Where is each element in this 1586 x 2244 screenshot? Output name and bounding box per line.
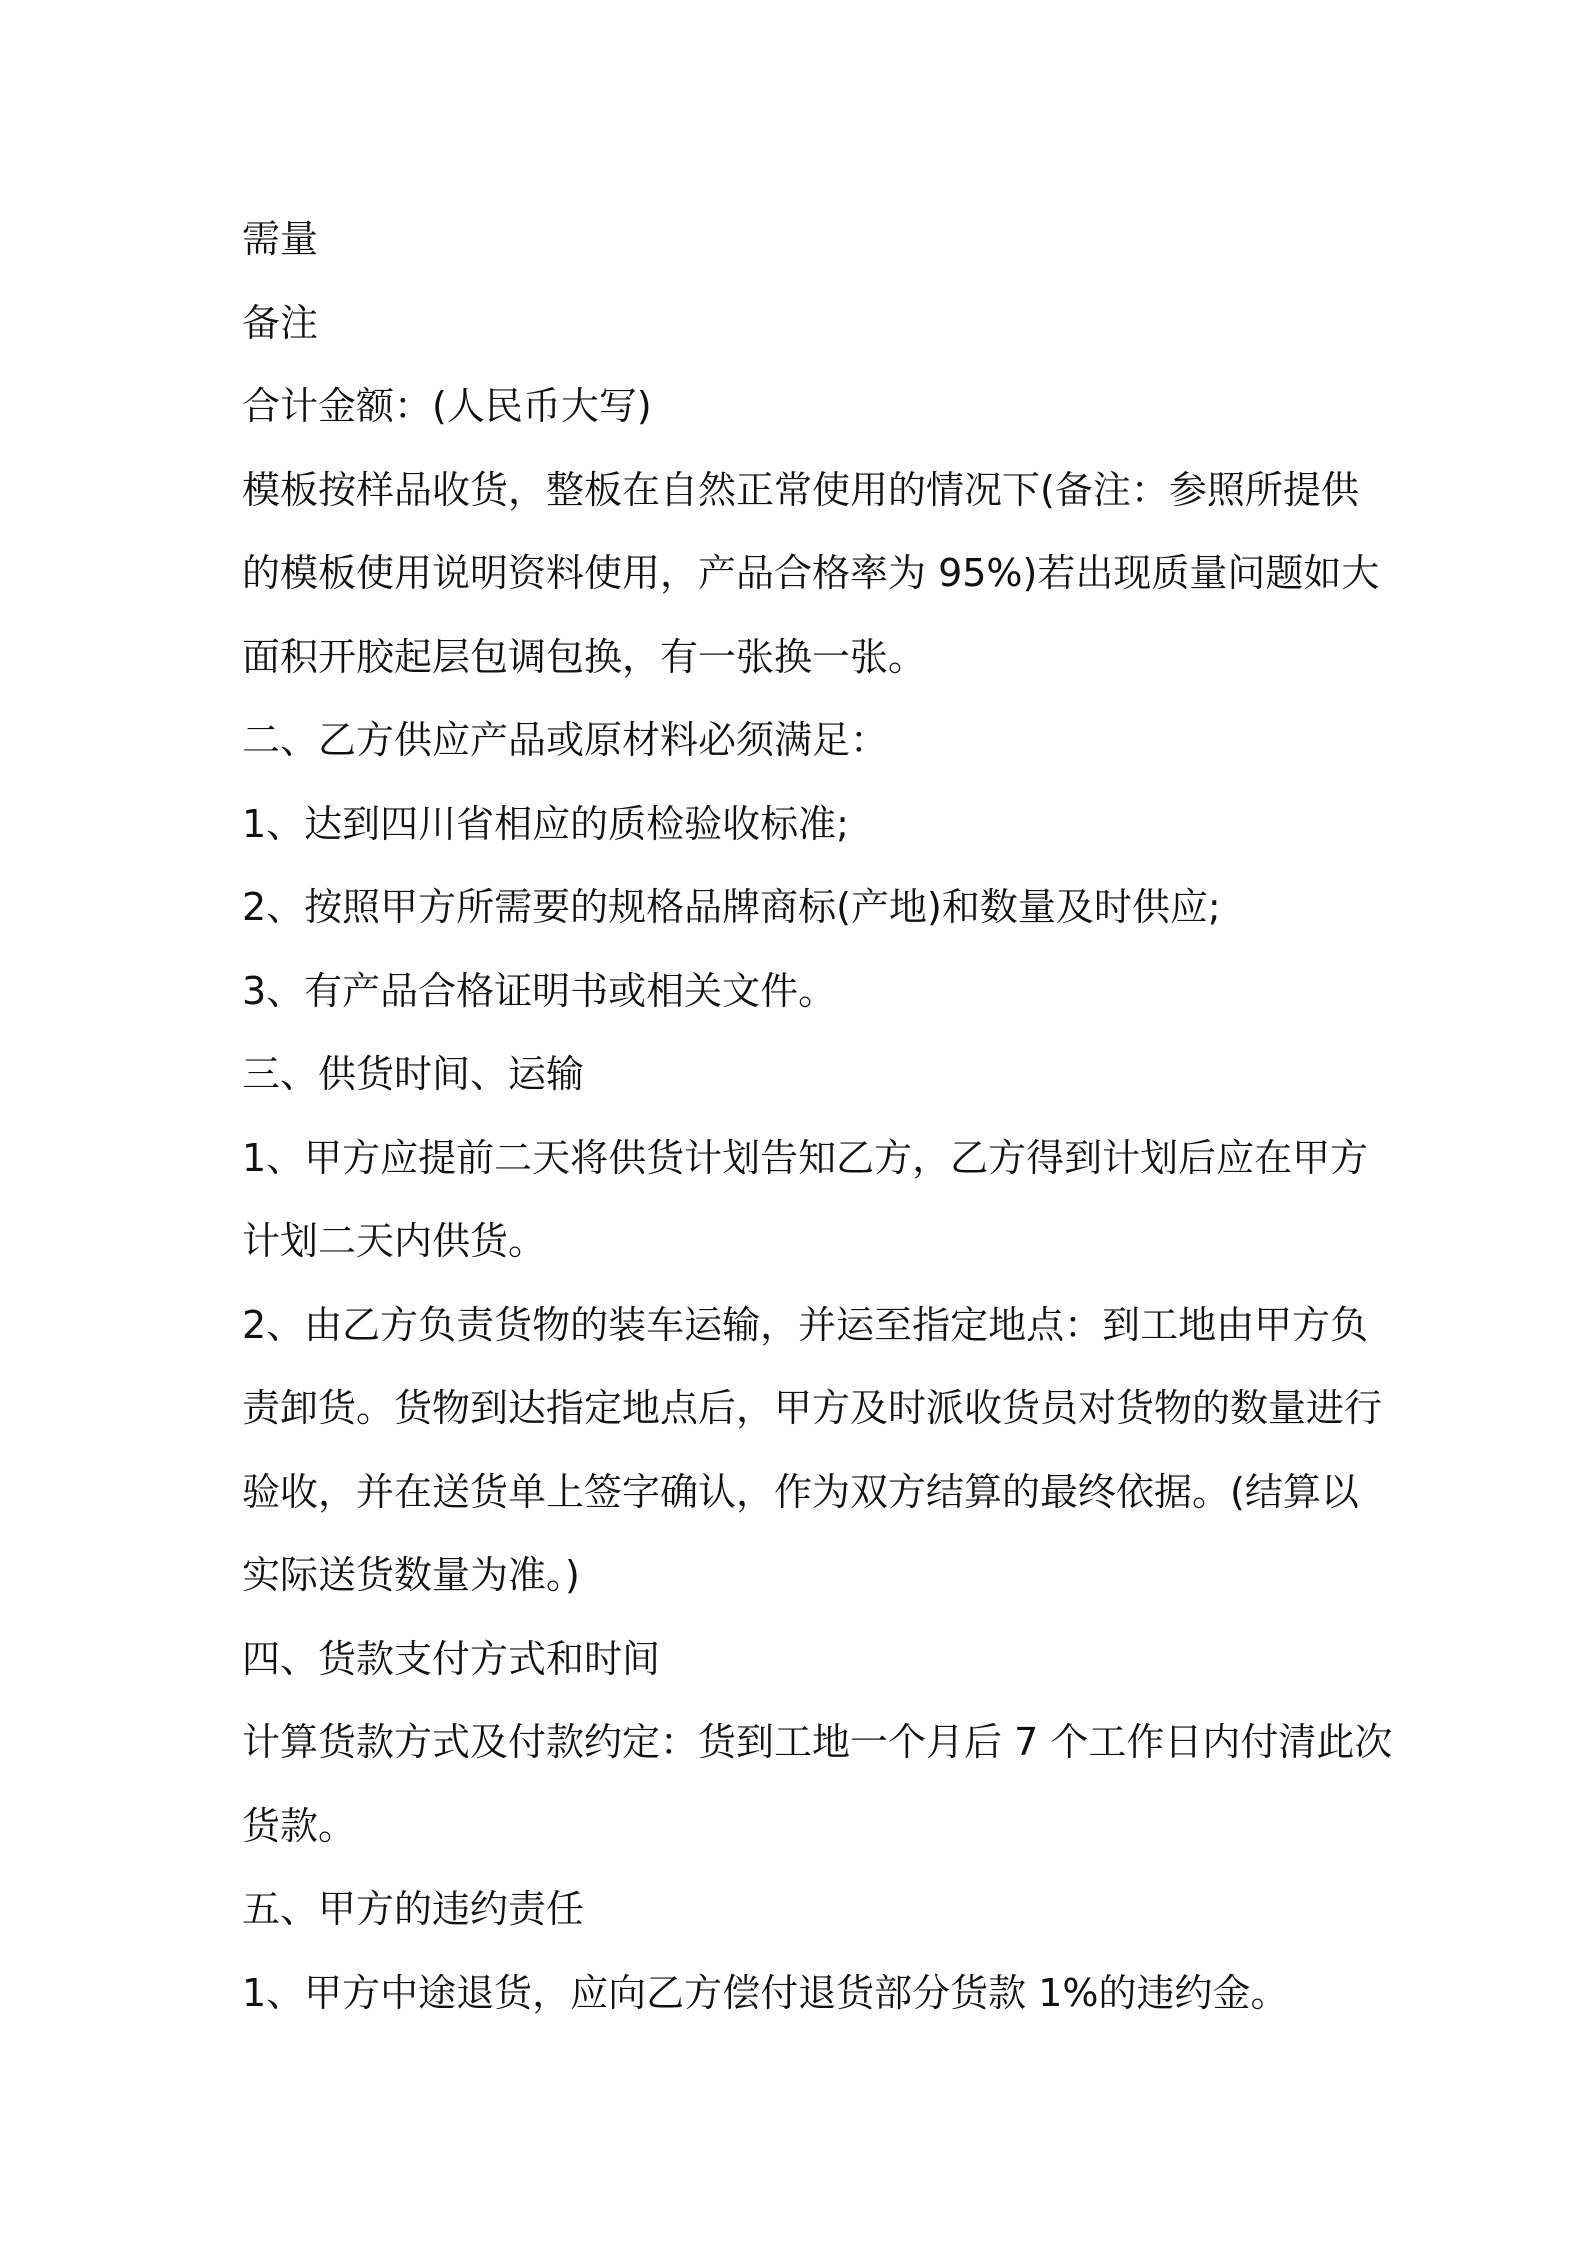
document-body — [242, 198, 1393, 2035]
section-heading: 四、货款支付方式和时间 — [242, 1636, 661, 1681]
text-line: 备注 — [242, 300, 319, 345]
text-line: 计算货款方式及付款约定：货到工地一个月后 7 个工作日内付清此次 — [242, 1720, 1393, 1764]
section-heading: 五、甲方的违约责任 — [242, 1887, 585, 1931]
list-item: 2、按照甲方所需要的规格品牌商标(产地)和数量及时供应; — [242, 885, 1221, 929]
text-line: 实际送货数量为准。) — [242, 1553, 580, 1597]
list-item: 2、由乙方负责货物的装车运输，并运至指定地点：到工地由甲方负 — [242, 1302, 1369, 1347]
text-line: 合计金额：(人民币大写) — [242, 384, 652, 428]
list-item: 1、达到四川省相应的质检验收标准; — [242, 801, 849, 846]
text-line: 责卸货。货物到达指定地点后，甲方及时派收货员对货物的数量进行 — [242, 1386, 1383, 1430]
text-line: 验收，并在送货单上签字确认，作为双方结算的最终依据。(结算以 — [242, 1469, 1359, 1514]
list-item: 1、甲方应提前二天将供货计划告知乙方，乙方得到计划后应在甲方 — [242, 1135, 1369, 1180]
text-line: 需量 — [242, 217, 319, 261]
text-line: 模板按样品收货，整板在自然正常使用的情况下(备注：参照所提供 — [242, 467, 1359, 512]
text-line: 计划二天内供货。 — [242, 1219, 547, 1263]
section-heading: 三、供货时间、运输 — [242, 1052, 585, 1096]
list-item: 3、有产品合格证明书或相关文件。 — [242, 968, 837, 1013]
text-line: 货款。 — [242, 1803, 357, 1848]
list-item: 1、甲方中途退货，应向乙方偿付退货部分货款 1%的违约金。 — [242, 1970, 1289, 2015]
section-heading: 二、乙方供应产品或原材料必须满足： — [242, 718, 889, 762]
text-line: 的模板使用说明资料使用，产品合格率为 95%)若出现质量问题如大 — [242, 551, 1380, 595]
text-line: 面积开胶起层包调包换，有一张换一张。 — [242, 634, 927, 679]
